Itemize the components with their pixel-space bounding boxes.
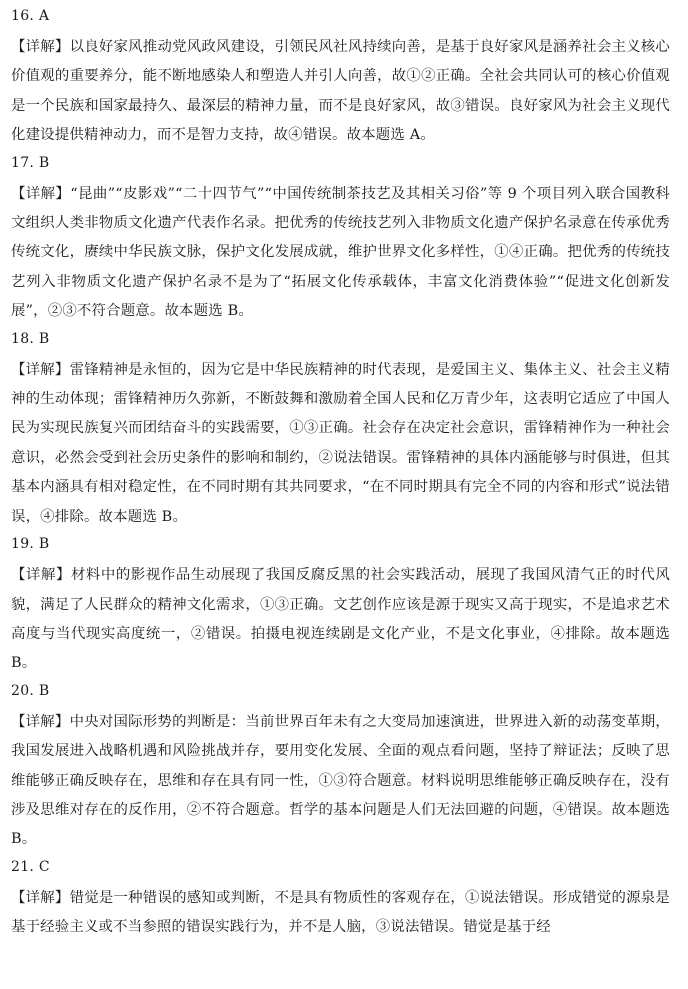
question-number-answer: 21. C [11,858,50,875]
answer-item-21 [11,857,670,943]
explanation-text: 【详解】以良好家风推动党风政风建设，引领民风社风持续向善，是基于良好家风是涵养社会主义核心价值观的重要养分，能不断地感染人和塑造人并引人向善，故①②正确。全社会共同认可的核心价值观是一个民族和国家最持久、最深层的精神力量，而不是良好家风，故③错误。良好家风为社会主义现代化建设提供精神动力，而不是智力支持，故④错误。故本题选 A。 [11,39,670,144]
explanation-text: 【详解】雷锋精神是永恒的，因为它是中华民族精神的时代表现，是爱国主义、集体主义、社会主义精神的生动体现；雷锋精神历久弥新，不断鼓舞和激励着全国人民和亿万青少年，这表明它适应了中国人民为实现民族复兴而团结奋斗的实践需要，①③正确。社会存在决定社会意识，雷锋精神作为一种社会意识，必然会受到社会历史条件的影响和制约，②说法错误。雷锋精神的具体内涵能够与时俱进，但其基本内涵具有相对稳定性，在不同时期有其共同要求，“在不同时期具有完全不同的内容和形式”说法错误，④排除。故本题选 B。 [11,361,670,525]
question-number-answer: 17. B [11,154,50,171]
explanation-text: 【详解】“昆曲”“皮影戏”“二十四节气”“中国传统制茶技艺及其相关习俗”等 9 个项目列入联合国教科文组织人类非物质文化遗产代表作名录。把优秀的传统技艺列入非物质文化遗产保护名录意在传承优秀传统文化，赓续中华民族文脉，保护文化发展成就，维护世界文化多样性，①④正确。把优秀的传统技艺列入非物质文化遗产保护名录不是为了“拓展文化传承载体，丰富文化消费体验”“促进文化创新发展”，②③不符合题意。故本题选 B。 [11,185,670,320]
answer-item-16 [11,6,670,151]
explanation-text: 【详解】错觉是一种错误的感知或判断，不是具有物质性的客观存在，①说法错误。形成错觉的源泉是基于经验主义或不当参照的错误实践行为，并不是人脑，③说法错误。错觉是基于经 [11,889,670,936]
answer-item-19 [11,534,670,679]
question-number-answer: 19. B [11,536,50,553]
question-number-answer: 18. B [11,330,50,347]
question-number-answer: 16. A [11,8,50,24]
answer-item-20 [11,681,670,855]
explanation-text: 【详解】材料中的影视作品生动展现了我国反腐反黑的社会实践活动，展现了我国风清气正的时代风貌，满足了人民群众的精神文化需求，①③正确。文艺创作应该是源于现实又高于现实，不是追求艺术高度与当代现实高度统一，②错误。拍摄电视连续剧是文化产业，不是文化事业，④排除。故本题选 B。 [11,567,670,672]
answer-item-17 [11,153,670,327]
explanation-text: 【详解】中央对国际形势的判断是：当前世界百年未有之大变局加速演进，世界进入新的动荡变革期，我国发展进入战略机遇和风险挑战并存，要用变化发展、全面的观点看问题，坚持了辩证法；反映了思维能够正确反映存在，思维和存在具有同一性，①③符合题意。材料说明思维能够正确反映存在，没有涉及思维对存在的反作用，②不符合题意。哲学的基本问题是人们无法回避的问题，④错误。故本题选 B。 [11,713,670,848]
question-number-answer: 20. B [11,682,50,699]
answer-item-18 [11,329,670,532]
